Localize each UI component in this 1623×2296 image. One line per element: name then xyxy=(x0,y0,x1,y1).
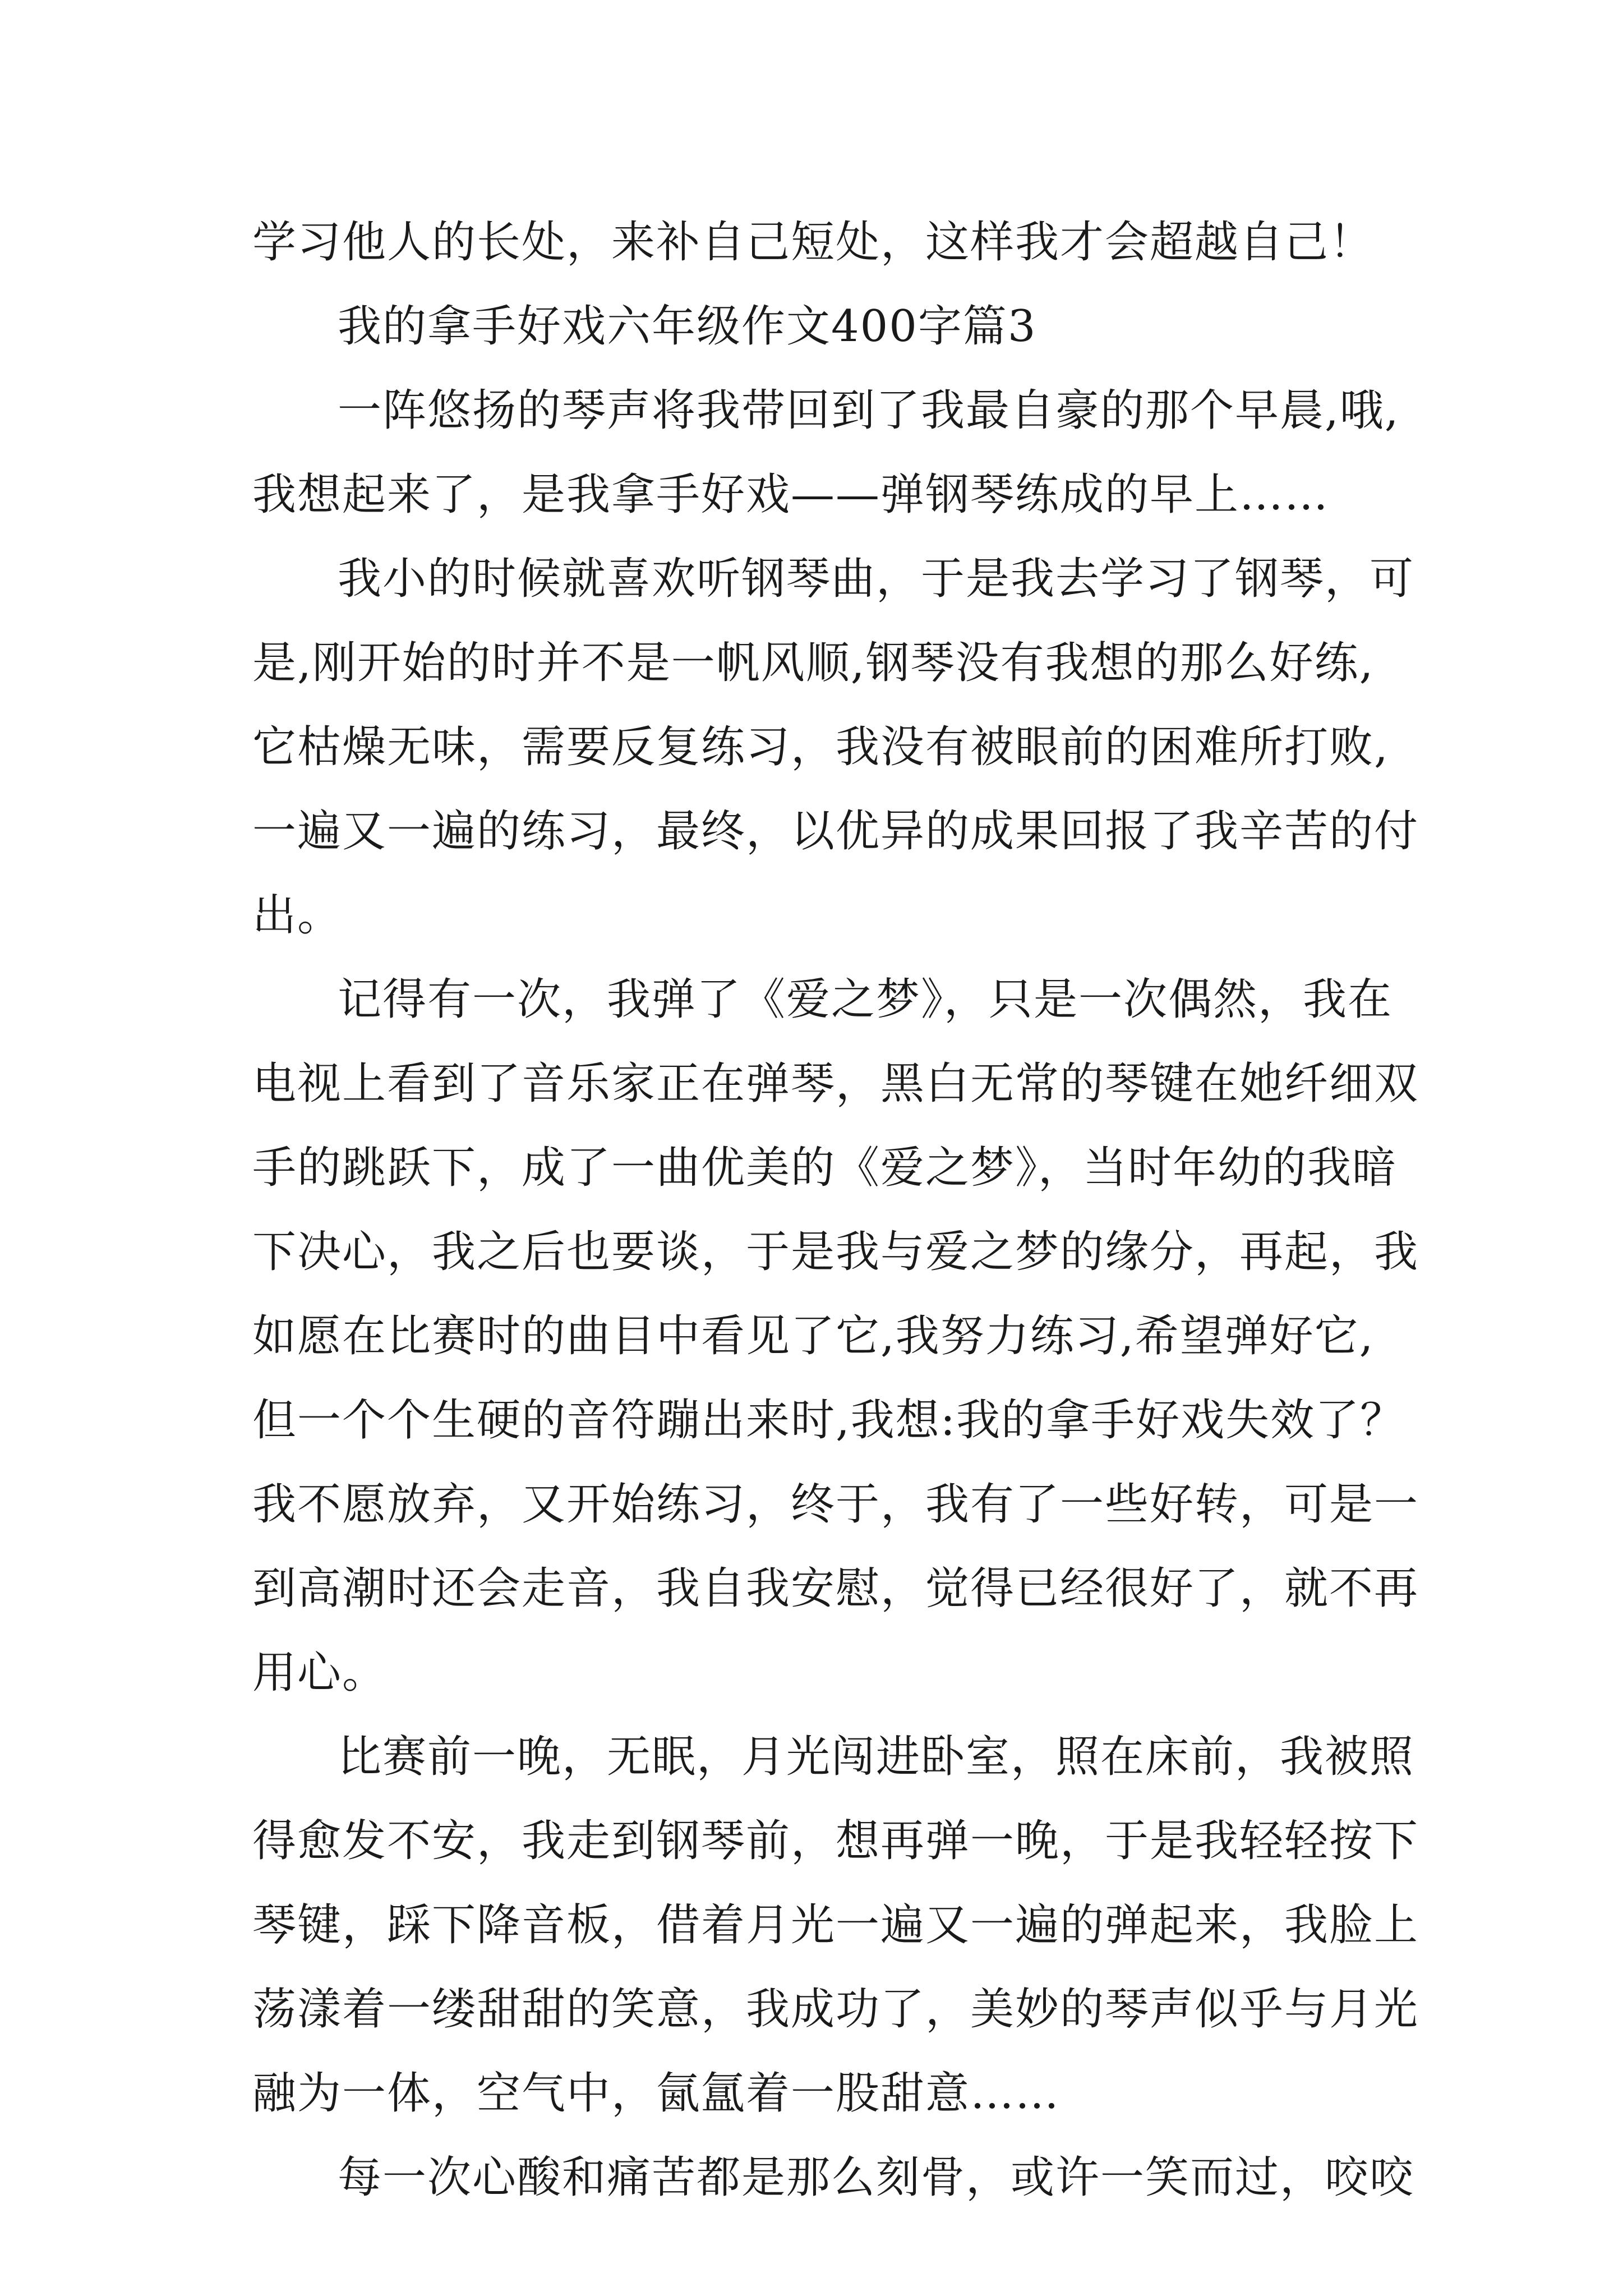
text-line: 比赛前一晚，无眠，月光闯进卧室，照在床前，我被照 xyxy=(338,1732,1415,1782)
text-line: 我想起来了，是我拿手好戏——弹钢琴练成的早上…… xyxy=(252,470,1330,520)
text-line: 学习他人的长处，来补自己短处，这样我才会超越自己！ xyxy=(252,217,1375,268)
text-line: 电视上看到了音乐家正在弹琴，黑白无常的琴键在她纤细双 xyxy=(252,1059,1419,1109)
text-line: 记得有一次，我弹了《爱之梦》，只是一次偶然，我在 xyxy=(338,974,1393,1025)
text-line: 得愈发不安，我走到钢琴前，想再弹一晚，于是我轻轻按下 xyxy=(252,1816,1419,1866)
text-line: 一遍又一遍的练习，最终，以优异的成果回报了我辛苦的付 xyxy=(252,806,1419,857)
text-line: 手的跳跃下，成了一曲优美的《爱之梦》，当时年幼的我暗 xyxy=(252,1143,1398,1193)
essay-heading: 我的拿手好戏六年级作文400字篇3 xyxy=(338,301,1037,352)
text-line: 荡漾着一缕甜甜的笑意，我成功了，美妙的琴声似乎与月光 xyxy=(252,1984,1419,2035)
text-line: 我不愿放弃，又开始练习，终于，我有了一些好转，可是一 xyxy=(252,1479,1419,1530)
text-line: 我小的时候就喜欢听钢琴曲，于是我去学习了钢琴，可 xyxy=(338,554,1415,604)
text-line: 出。 xyxy=(252,890,343,941)
text-line: 融为一体，空气中，氤氲着一股甜意…… xyxy=(252,2068,1061,2119)
text-line: 下决心，我之后也要谈，于是我与爱之梦的缘分，再起，我 xyxy=(252,1227,1419,1277)
text-line: 琴键，踩下降音板，借着月光一遍又一遍的弹起来，我脸上 xyxy=(252,1900,1419,1950)
text-line: 它枯燥无味，需要反复练习，我没有被眼前的困难所打败, xyxy=(252,722,1389,772)
text-line: 每一次心酸和痛苦都是那么刻骨，或许一笑而过，咬咬 xyxy=(338,2152,1415,2203)
text-line: 到高潮时还会走音，我自我安慰，觉得已经很好了，就不再 xyxy=(252,1563,1419,1614)
text-line: 是,刚开始的时并不是一帆风顺,钢琴没有我想的那么好练, xyxy=(252,638,1375,688)
text-line: 用心。 xyxy=(252,1648,388,1698)
text-line: 但一个个生硬的音符蹦出来时,我想:我的拿手好戏失效了？ xyxy=(252,1395,1405,1446)
text-line: 一阵悠扬的琴声将我带回到了我最自豪的那个早晨,哦, xyxy=(338,385,1400,436)
text-line: 如愿在比赛时的曲目中看见了它,我努力练习,希望弹好它, xyxy=(252,1311,1375,1361)
